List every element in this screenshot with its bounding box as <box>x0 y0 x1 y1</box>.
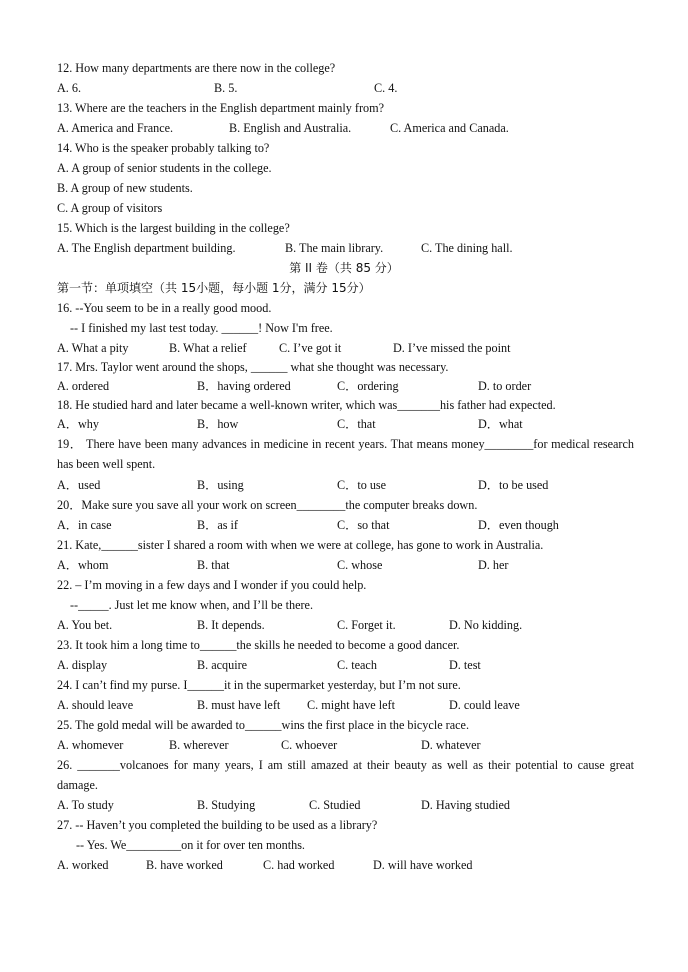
q25-option-a: A. whomever <box>57 738 124 752</box>
q22-reply: --_____. Just let me know when, and I’ll be there. <box>70 598 314 612</box>
q23-options <box>57 655 648 675</box>
q25-stem: 25. The gold medal will be awarded to______wins the first place in the bicycle race. <box>57 718 469 732</box>
q15-option-c: C. The dining hall. <box>421 241 513 255</box>
q25-options <box>57 735 648 755</box>
q21-options <box>57 555 648 575</box>
q19-option-b: B．using <box>197 478 244 492</box>
q12-option-b: B. 5. <box>214 81 238 95</box>
q22-option-d: D. No kidding. <box>449 618 523 632</box>
q17-option-c: C．ordering <box>337 379 399 393</box>
q27-reply: -- Yes. We_________on it for over ten months. <box>76 838 305 852</box>
q17-options <box>57 376 648 396</box>
q26-option-c: C. Studied <box>309 798 361 812</box>
q15-stem: 15. Which is the largest building in the college? <box>57 221 290 235</box>
q19-option-a: A．used <box>57 478 101 492</box>
q27-option-a: A. worked <box>57 858 109 872</box>
q24-option-b: B. must have left <box>197 698 281 712</box>
q22-option-b: B. It depends. <box>197 618 265 632</box>
q12-option-a: A. 6. <box>57 81 82 95</box>
q19-option-c: C．to use <box>337 478 387 492</box>
q20-option-d: D．even though <box>478 518 559 532</box>
q16-option-b: B. What a relief <box>169 341 247 355</box>
q18-option-b: B．how <box>197 417 239 431</box>
q20-option-b: B．as if <box>197 518 238 532</box>
section-one-title: 第一节：单项填空（共 15小题，每小题 1分，满分 15分） <box>57 281 371 295</box>
q27-options <box>57 855 648 875</box>
q27-option-d: D. will have worked <box>373 858 473 872</box>
q27-option-b: B. have worked <box>146 858 223 872</box>
q22-option-a: A. You bet. <box>57 618 113 632</box>
q18-option-c: C．that <box>337 417 376 431</box>
q19-stem: 19． There have been many advances in medicine in recent years. That means money________for medical research has been well spent. <box>57 437 634 471</box>
q14-stem: 14. Who is the speaker probably talking to? <box>57 141 270 155</box>
q23-option-a: A. display <box>57 658 108 672</box>
q23-option-c: C. teach <box>337 658 377 672</box>
q12-option-c: C. 4. <box>374 81 398 95</box>
q26-option-b: B. Studying <box>197 798 256 812</box>
q24-stem: 24. I can’t find my purse. I______it in the supermarket yesterday, but I’m not sure. <box>57 678 461 692</box>
q25-option-d: D. whatever <box>421 738 481 752</box>
q26-option-a: A. To study <box>57 798 114 812</box>
q13-option-b: B. English and Australia. <box>229 121 352 135</box>
q14-option-a: A. A group of senior students in the college. <box>57 161 272 175</box>
q22-option-c: C. Forget it. <box>337 618 396 632</box>
q18-options <box>57 414 648 434</box>
q26-stem: 26. _______volcanoes for many years, I am still amazed at their beauty as well as their potential to cause great damage. <box>57 758 634 792</box>
q24-option-a: A. should leave <box>57 698 134 712</box>
q16-options <box>57 338 648 358</box>
q22-stem: 22. – I’m moving in a few days and I wonder if you could help. <box>57 578 367 592</box>
q26-options <box>57 795 648 815</box>
q17-stem: 17. Mrs. Taylor went around the shops, ______ what she thought was necessary. <box>57 360 449 374</box>
q16-option-c: C. I’ve got it <box>279 341 342 355</box>
q15-option-a: A. The English department building. <box>57 241 236 255</box>
q20-stem: 20．Make sure you save all your work on screen________the computer breaks down. <box>57 498 478 512</box>
q13-options <box>57 118 648 138</box>
q25-option-c: C. whoever <box>281 738 338 752</box>
q20-options <box>57 515 648 535</box>
q16-option-d: D. I’ve missed the point <box>393 341 511 355</box>
q18-option-a: A．why <box>57 417 99 431</box>
q16-reply: -- I finished my last test today. ______! Now I'm free. <box>70 321 333 335</box>
q16-option-a: A. What a pity <box>57 341 129 355</box>
q14-option-b: B. A group of new students. <box>57 181 193 195</box>
q13-option-a: A. America and France. <box>57 121 174 135</box>
q12-options <box>57 78 648 98</box>
q19-option-d: D．to be used <box>478 478 549 492</box>
part-two-title: 第 II 卷（共 85 分） <box>289 261 399 275</box>
q20-option-a: A．in case <box>57 518 112 532</box>
q23-option-d: D. test <box>449 658 481 672</box>
q23-option-b: B. acquire <box>197 658 248 672</box>
q16-stem: 16. --You seem to be in a really good mood. <box>57 301 272 315</box>
q25-option-b: B. wherever <box>169 738 229 752</box>
q27-stem: 27. -- Haven’t you completed the building to be used as a library? <box>57 818 378 832</box>
q24-option-c: C. might have left <box>307 698 396 712</box>
q24-options <box>57 695 648 715</box>
q17-option-a: A. ordered <box>57 379 110 393</box>
q21-option-b: B. that <box>197 558 230 572</box>
q15-options <box>57 238 648 258</box>
q18-stem: 18. He studied hard and later became a well-known writer, which was_______his father had expected. <box>57 398 556 412</box>
q17-option-d: D. to order <box>478 379 532 393</box>
q20-option-c: C．so that <box>337 518 390 532</box>
q15-option-b: B. The main library. <box>285 241 384 255</box>
q21-option-c: C. whose <box>337 558 383 572</box>
q19-options <box>57 475 648 495</box>
q17-option-b: B．having ordered <box>197 379 291 393</box>
q13-stem: 13. Where are the teachers in the English department mainly from? <box>57 101 385 115</box>
q23-stem: 23. It took him a long time to______the skills he needed to become a good dancer. <box>57 638 460 652</box>
q14-option-c: C. A group of visitors <box>57 201 163 215</box>
q21-option-a: A．whom <box>57 558 109 572</box>
q18-option-d: D．what <box>478 417 523 431</box>
q24-option-d: D. could leave <box>449 698 520 712</box>
q22-options <box>57 615 648 635</box>
q12-stem: 12. How many departments are there now in the college? <box>57 61 336 75</box>
q13-option-c: C. America and Canada. <box>390 121 509 135</box>
q27-option-c: C. had worked <box>263 858 335 872</box>
q21-stem: 21. Kate,______sister I shared a room with when we were at college, has gone to work in Australia. <box>57 538 544 552</box>
q26-option-d: D. Having studied <box>421 798 511 812</box>
q21-option-d: D. her <box>478 558 509 572</box>
